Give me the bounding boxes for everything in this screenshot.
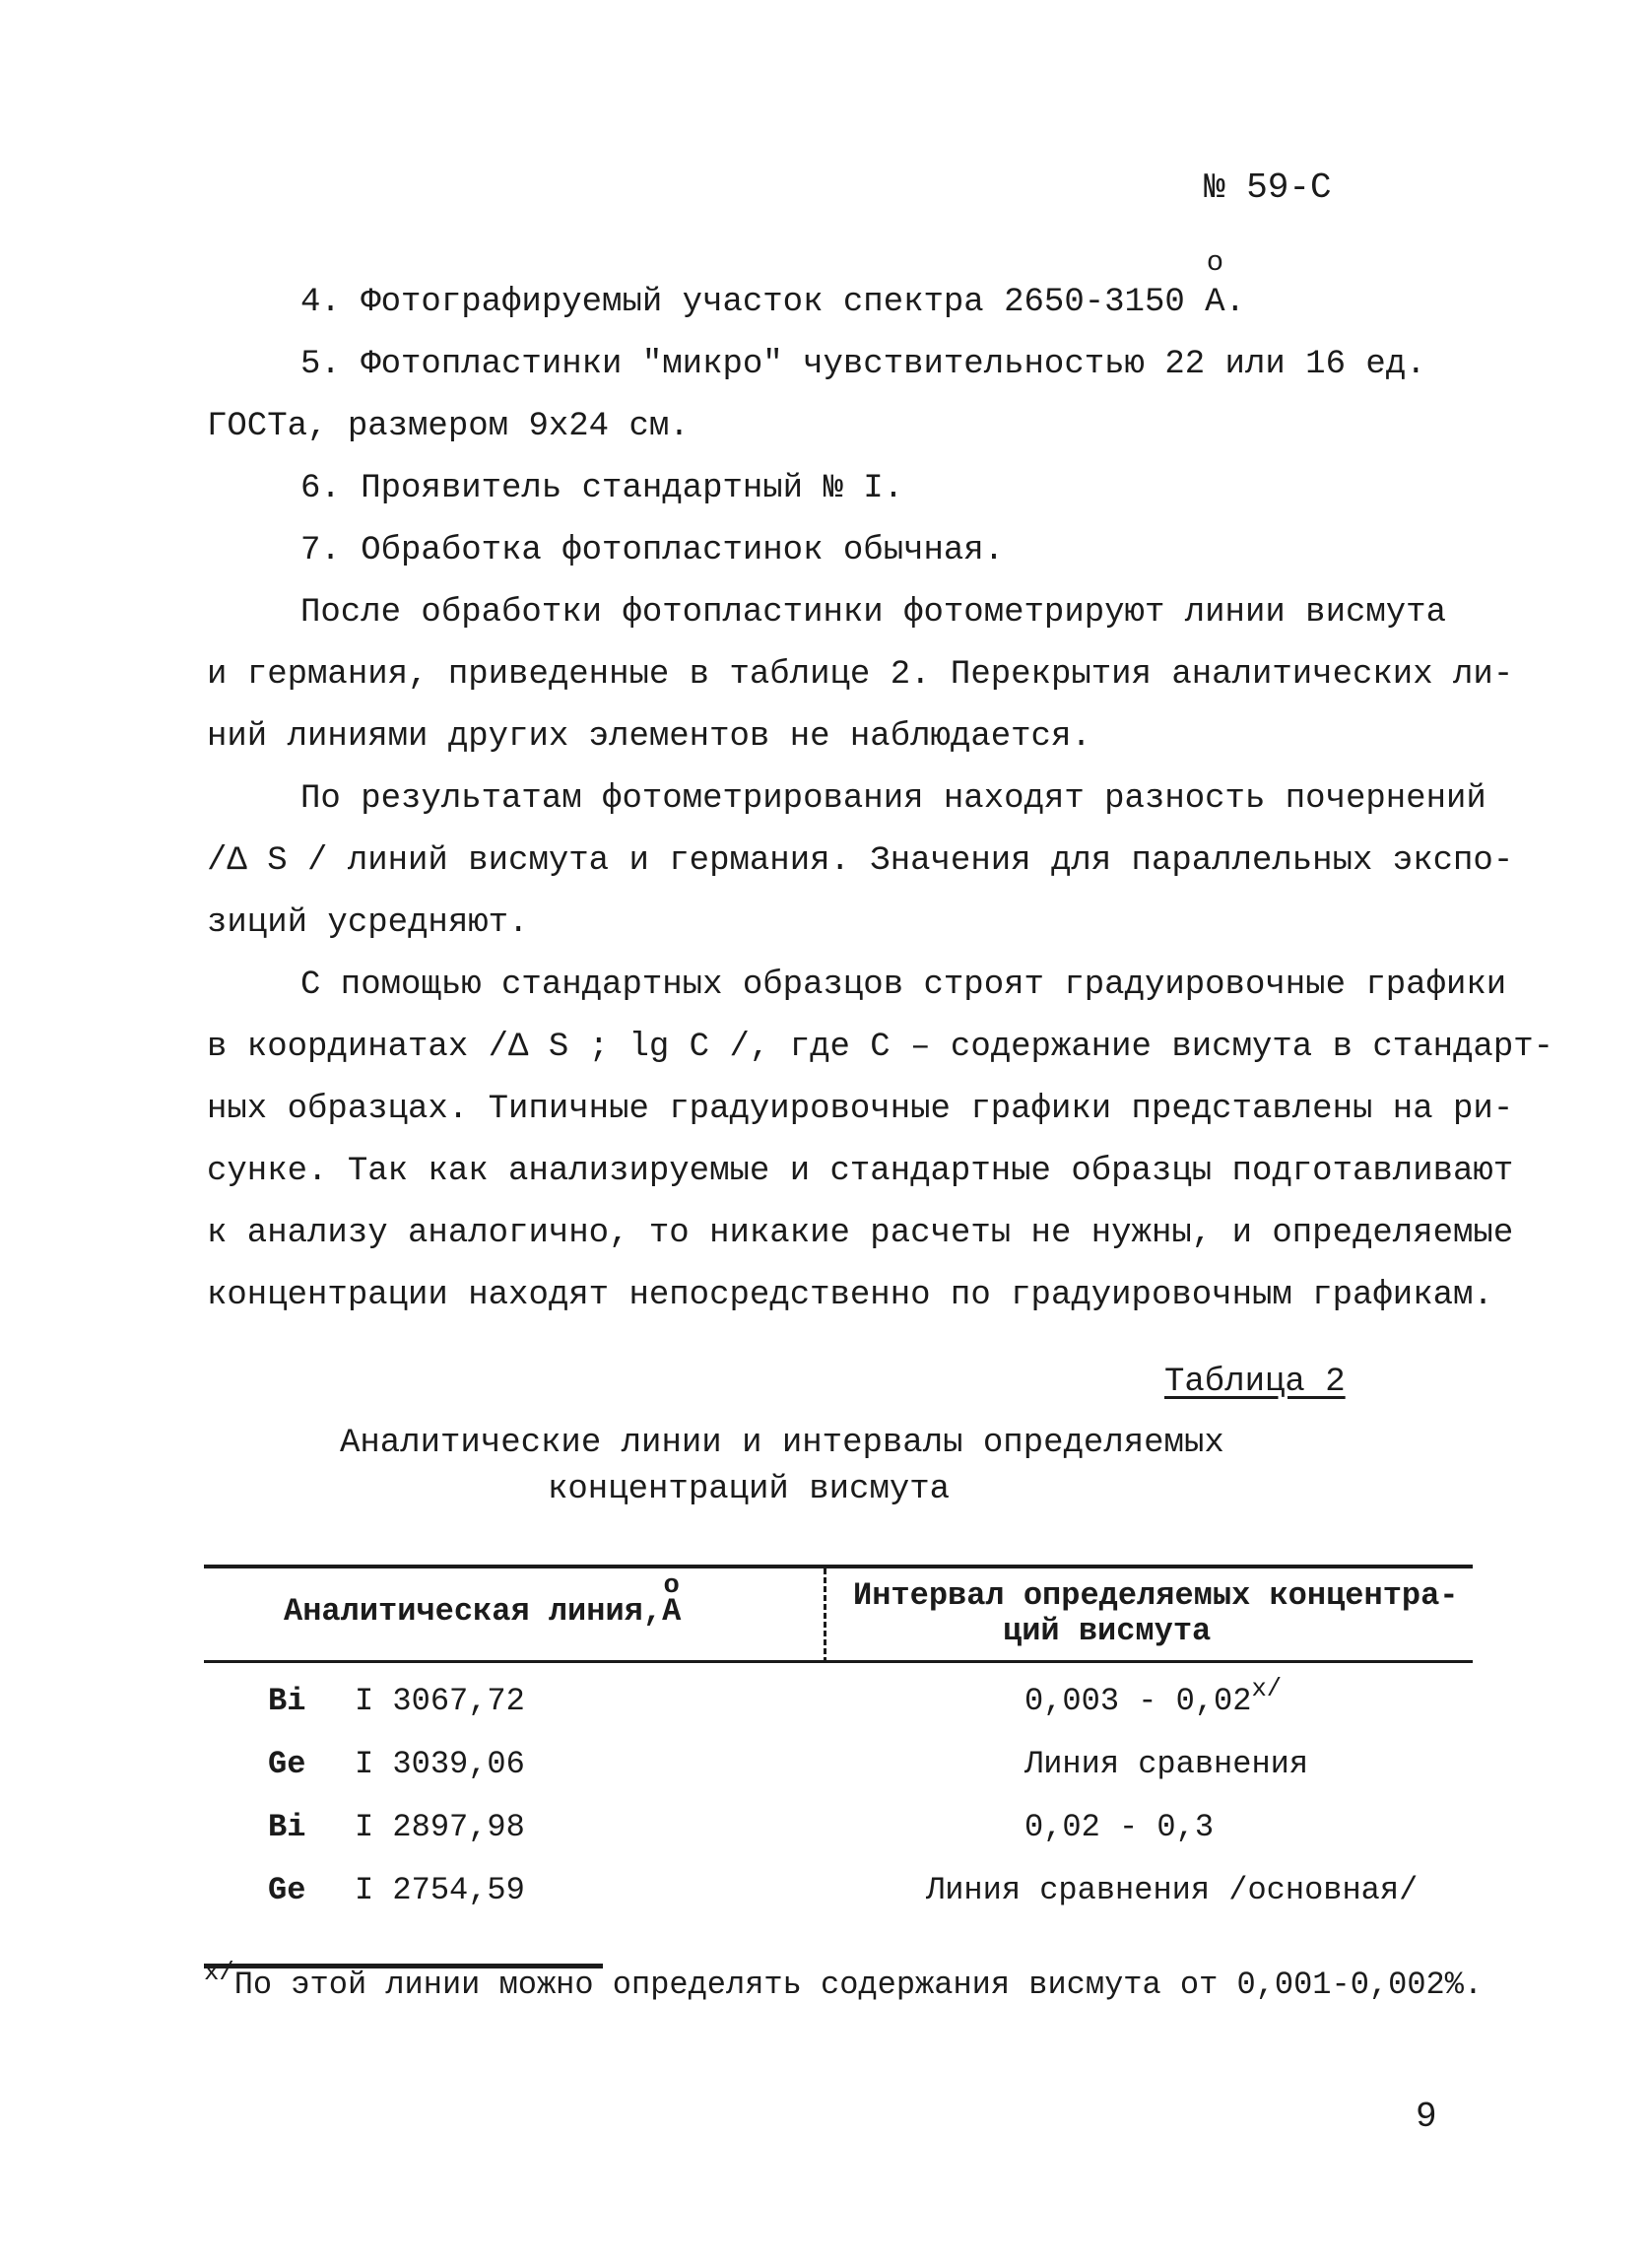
- paragraph-line: в координатах /Δ S ; lg C /, где С – содержание висмута в стандарт-: [207, 1029, 1554, 1066]
- angstrom-unit: о А: [1205, 246, 1225, 321]
- row-line: I 2897,98: [355, 1809, 525, 1845]
- table-top-rule: [204, 1565, 1473, 1568]
- table-header-rule: [204, 1660, 1473, 1663]
- row-interval: Линия сравнения /основная/: [926, 1872, 1419, 1908]
- item-7: 7. Обработка фотопластинок обычная.: [300, 532, 1005, 569]
- row-interval: $0,003 - 0,02^{x/}$: [1024, 1674, 1283, 1719]
- item-5-line1: 5. Фотопластинки "микро" чувствительностью 22 или 16 ед.: [300, 346, 1426, 383]
- row-line: I 2754,59: [355, 1872, 525, 1908]
- footnote-mark: x/: [1251, 1674, 1283, 1703]
- table-title-line2: концентраций висмута: [548, 1471, 951, 1508]
- paragraph-line: ний линиями других элементов не наблюдается.: [207, 718, 1091, 756]
- paragraph-line: /Δ S / линий висмута и германия. Значения для параллельных экспо-: [207, 842, 1514, 880]
- table-header-col2-line1: Интервал определяемых концентра-: [853, 1577, 1459, 1614]
- row-element: Ge: [268, 1872, 306, 1908]
- table-title-line1: Аналитические линии и интервалы определяемых: [340, 1425, 1224, 1462]
- item-6: 6. Проявитель стандартный № I.: [300, 470, 904, 507]
- row-element: Bi: [268, 1683, 306, 1719]
- paragraph-line: и германия, приведенные в таблице 2. Перекрытия аналитических ли-: [207, 656, 1514, 694]
- paragraph-line: По результатам фотометрирования находят разность почернений: [300, 780, 1486, 818]
- table-header-col2-line2: ций висмута: [1003, 1613, 1212, 1649]
- table-label: Таблица 2: [1164, 1364, 1346, 1401]
- paragraph-line: к анализу аналогично, то никакие расчеты не нужны, и определяемые: [207, 1215, 1514, 1252]
- footnote-text: По этой линии можно определять содержания висмута от 0,001-0,002%.: [233, 1967, 1484, 2003]
- row-line: I 3039,06: [355, 1746, 525, 1782]
- row-line: I 3067,72: [355, 1683, 525, 1719]
- item-4-text: 4. Фотографируемый участок спектра 2650-3150: [300, 284, 1206, 321]
- footnote: [204, 1958, 1484, 2012]
- paragraph-line: С помощью стандартных образцов строят градуировочные графики: [300, 967, 1507, 1004]
- paragraph-line: концентрации находят непосредственно по градуировочным графикам.: [207, 1277, 1493, 1314]
- table-header-col1: Аналитическая линия, о А: [284, 1569, 682, 1630]
- table-column-separator: [824, 1568, 826, 1663]
- paragraph-line: После обработки фотопластинки фотометрируют линии висмута: [300, 594, 1446, 632]
- paragraph-line: сунке. Так как анализируемые и стандартные образцы подготавливают: [207, 1153, 1514, 1190]
- page-number: 9: [1416, 2097, 1437, 2137]
- angstrom-unit: о А: [662, 1569, 682, 1630]
- row-element: Bi: [268, 1809, 306, 1845]
- paragraph-line: зиций усредняют.: [207, 904, 529, 942]
- row-interval: Линия сравнения: [1024, 1746, 1309, 1782]
- row-element: Ge: [268, 1746, 306, 1782]
- item-4: 4. Фотографируемый участок спектра 2650-3150 о А.: [300, 272, 1245, 334]
- item-5-line2: ГОСТа, размером 9х24 см.: [207, 408, 690, 445]
- footnote-mark: x/: [204, 1958, 234, 1987]
- paragraph-line: ных образцах. Типичные градуировочные графики представлены на ри-: [207, 1091, 1514, 1128]
- row-interval: 0,02 - 0,3: [1024, 1809, 1215, 1845]
- document-number: № 59-С: [1204, 167, 1332, 208]
